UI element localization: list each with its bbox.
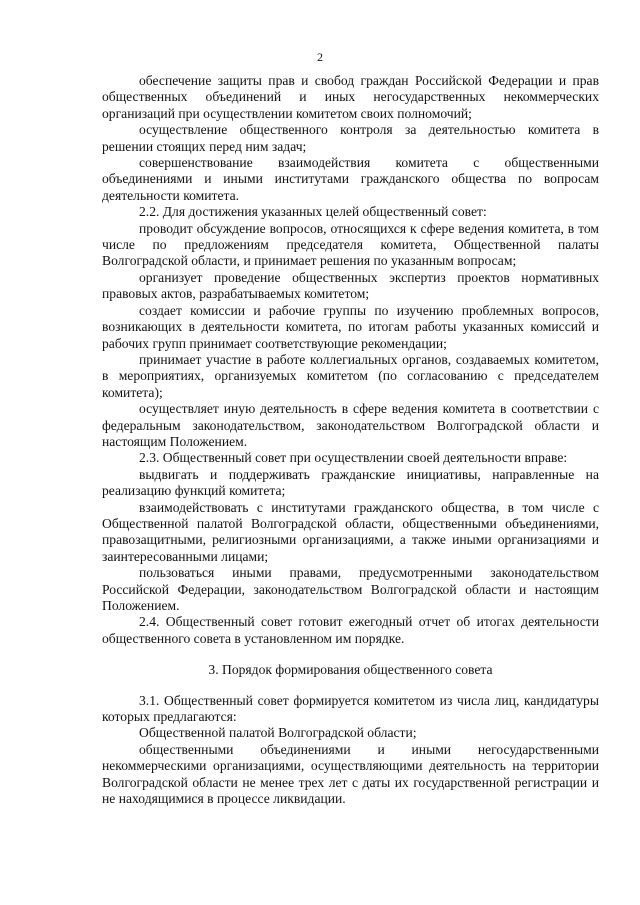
paragraph: 2.4. Общественный совет готовит ежегодный отчет об итогах деятельности общественного совета в установленном им порядке. bbox=[102, 614, 599, 646]
paragraph: обеспечение защиты прав и свобод граждан Российской Федерации и прав общественных объединений и иных негосударственных некоммерческих организаций при осуществлении комитетом своих полномочий; bbox=[102, 73, 599, 121]
paragraph: проводит обсуждение вопросов, относящихся к сфере ведения комитета, в том числе по предложениям председателя комитета, Общественной палаты Волгоградской области, и принимает решения по указанным вопросам; bbox=[102, 220, 599, 269]
paragraph: общественными объединениями и иными негосударственными некоммерческими организациями, осуществляющими деятельность на территории Волгоградской области не менее трех лет с даты их государственной регистрации и не находящимися в процессе ликвидации. bbox=[102, 741, 599, 807]
paragraph: выдвигать и поддерживать гражданские инициативы, направленные на реализацию функций комитета; bbox=[102, 466, 599, 499]
section-heading: 3. Порядок формирования общественного совета bbox=[208, 662, 493, 678]
page-number: 2 bbox=[317, 50, 323, 64]
paragraph: осуществление общественного контроля за деятельностью комитета в решении стоящих перед ним задач; bbox=[102, 122, 599, 154]
paragraph: создает комиссии и рабочие группы по изучению проблемных вопросов, возникающих в деятельности комитета, по итогам работы указанных комиссий и рабочих групп принимает соответствующие рекомендации; bbox=[102, 302, 599, 351]
paragraph: Общественной палатой Волгоградской области; bbox=[139, 725, 417, 741]
paragraph: пользоваться иными правами, предусмотренными законодательством Российской Федерации, законодательством Волгоградской области и настоящим Положением. bbox=[102, 565, 599, 613]
paragraph: 3.1. Общественный совет формируется комитетом из числа лиц, кандидатуры которых предлагаются: bbox=[102, 692, 599, 725]
paragraph: взаимодействовать с институтами гражданского общества, в том числе с Общественной палатой Волгоградской области, общественными объединениями, правозащитными, религиозными организациями, а также иными организациями и заинтересованными лицами; bbox=[102, 499, 599, 564]
paragraph: организует проведение общественных экспертиз проектов нормативных правовых актов, разрабатываемых комитетом; bbox=[102, 269, 599, 302]
paragraph: совершенствование взаимодействия комитета с общественными объединениями и иными институтами гражданского общества по вопросам деятельности комитета. bbox=[102, 155, 599, 203]
paragraph: осуществляет иную деятельность в сфере ведения комитета в соответствии с федеральным законодательством, законодательством Волгоградской области и настоящим Положением. bbox=[102, 401, 599, 449]
paragraph: 2.2. Для достижения указанных целей общественный совет: bbox=[139, 204, 487, 220]
paragraph: 2.3. Общественный совет при осуществлении своей деятельности вправе: bbox=[139, 450, 568, 466]
document-body bbox=[102, 73, 599, 807]
paragraph: принимает участие в работе коллегиальных органов, создаваемых комитетом, в мероприятиях, организуемых комитетом (по согласованию с председателем комитета); bbox=[102, 351, 599, 400]
